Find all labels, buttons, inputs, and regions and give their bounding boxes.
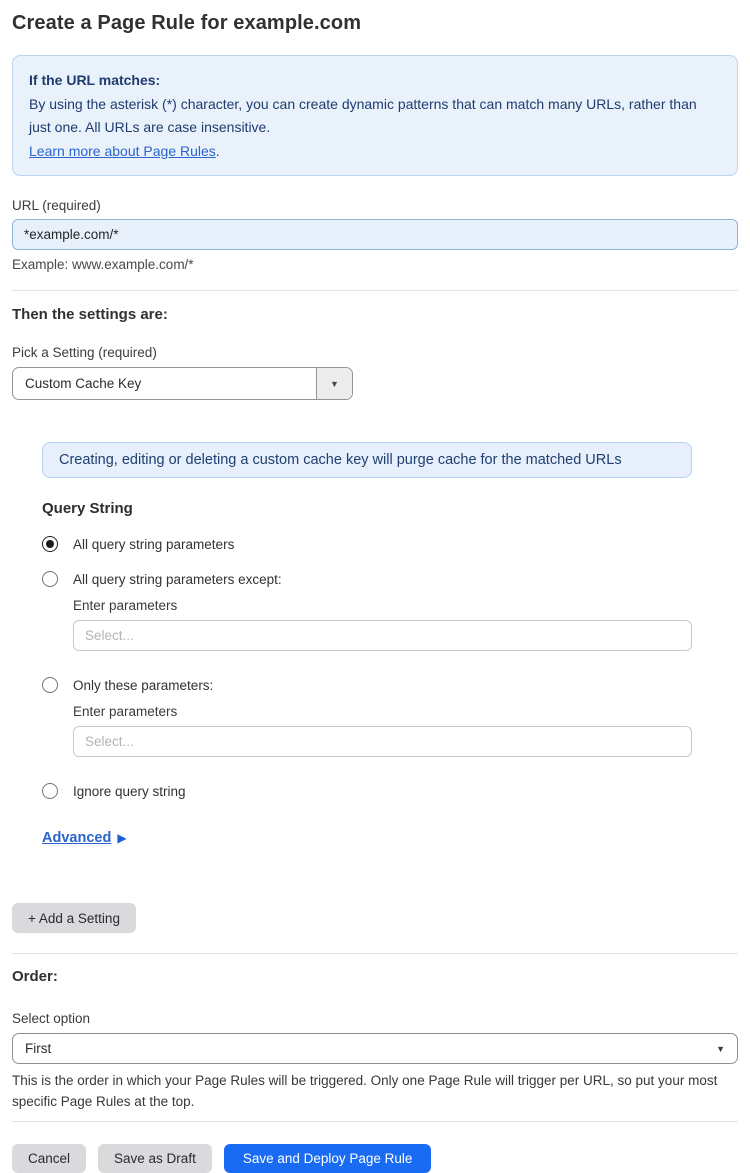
order-heading: Order: (12, 968, 58, 985)
divider (12, 1121, 738, 1122)
radio-row-all-params[interactable] (42, 536, 738, 552)
radio-row-all-except[interactable] (42, 571, 738, 587)
order-select-label: Select option (12, 1011, 91, 1026)
pick-setting-label: Pick a Setting (required) (12, 345, 157, 360)
except-parameters-input[interactable] (73, 620, 692, 651)
url-input[interactable] (12, 219, 738, 250)
save-as-draft-button[interactable]: Save as Draft (98, 1144, 212, 1173)
chevron-down-icon[interactable]: ▼ (316, 368, 352, 399)
save-and-deploy-button[interactable]: Save and Deploy Page Rule (224, 1144, 432, 1173)
learn-more-link[interactable]: Learn more about Page Rules (29, 142, 216, 159)
info-box-heading: If the URL matches: (29, 72, 161, 88)
chevron-down-icon: ▼ (716, 1043, 725, 1054)
url-example-text: Example: www.example.com/* (12, 257, 194, 272)
cancel-button[interactable]: Cancel (12, 1144, 86, 1173)
order-select[interactable] (12, 1033, 738, 1064)
advanced-row (42, 830, 738, 846)
advanced-link[interactable]: Advanced (42, 830, 112, 846)
radio-label: Ignore query string (73, 783, 186, 799)
link-suffix: . (215, 142, 220, 159)
divider (12, 953, 738, 954)
order-select-value: First (25, 1041, 52, 1056)
enter-parameters-label: Enter parameters (73, 598, 178, 613)
radio-label: Only these parameters: (73, 677, 214, 693)
url-match-info-box (12, 55, 738, 176)
footer-buttons (12, 1144, 738, 1173)
cache-key-notice: Creating, editing or deleting a custom cache key will purge cache for the matched URLs (42, 442, 692, 478)
divider (12, 290, 738, 291)
radio-button-icon[interactable] (42, 677, 58, 693)
radio-button-icon[interactable] (42, 783, 58, 799)
setting-dropdown[interactable] (12, 367, 353, 400)
settings-heading: Then the settings are: (12, 306, 168, 323)
query-string-section (42, 500, 738, 846)
query-string-heading: Query String (42, 500, 133, 517)
except-params-block (73, 598, 738, 651)
order-help-text: This is the order in which your Page Rules will be triggered. Only one Page Rule will trigger per URL, so put your most specific Page Rules at the top. (12, 1073, 718, 1109)
radio-button-icon[interactable] (42, 571, 58, 587)
radio-row-only-these[interactable] (42, 677, 738, 693)
info-box-link-row (29, 140, 721, 164)
url-label: URL (required) (12, 198, 101, 213)
add-setting-button[interactable]: + Add a Setting (12, 903, 136, 933)
radio-button-icon[interactable] (42, 536, 58, 552)
triangle-right-icon[interactable]: ▶ (117, 831, 127, 845)
only-parameters-input[interactable] (73, 726, 692, 757)
radio-row-ignore-qs[interactable] (42, 783, 738, 799)
setting-dropdown-value: Custom Cache Key (25, 376, 142, 391)
only-params-block (73, 704, 738, 757)
radio-label: All query string parameters except: (73, 571, 282, 587)
page-title: Create a Page Rule for example.com (12, 12, 362, 34)
enter-parameters-label: Enter parameters (73, 704, 178, 719)
radio-label: All query string parameters (73, 536, 235, 552)
info-box-body: By using the asterisk (*) character, you can create dynamic patterns that can match many URLs, rather than just one. All URLs are case insensitive. (29, 95, 697, 135)
